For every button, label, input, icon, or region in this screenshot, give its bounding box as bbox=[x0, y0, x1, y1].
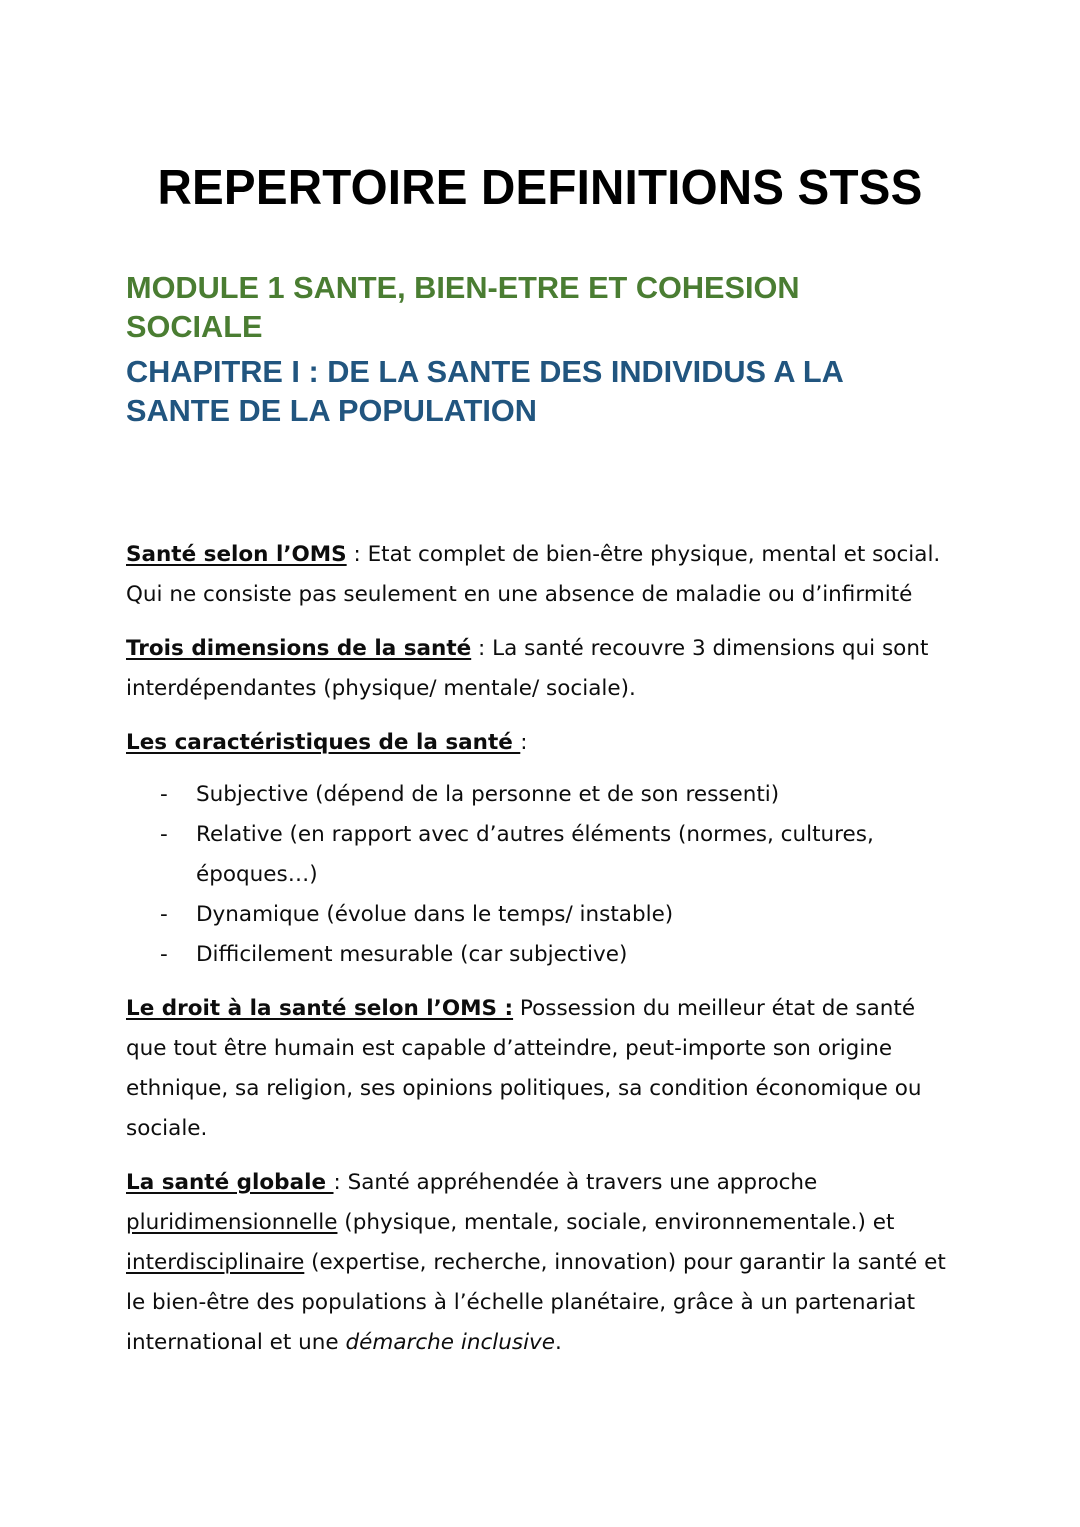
list-item bbox=[126, 775, 956, 815]
definition-sante-globale bbox=[126, 1163, 956, 1363]
definition-text-part1: Santé appréhendée à travers une approche bbox=[347, 1170, 818, 1195]
list-item-label: Difficilement mesurable (car subjective) bbox=[196, 942, 628, 967]
dash-marker: - bbox=[160, 942, 168, 967]
list-item bbox=[126, 935, 956, 975]
definition-term: Le droit à la santé selon l’OMS : bbox=[126, 996, 514, 1021]
headings-block bbox=[126, 268, 952, 430]
heading-chapter: CHAPITRE I : DE LA SANTE DES INDIVIDUS A LA SANTE DE LA POPULATION bbox=[126, 354, 843, 428]
dash-marker: - bbox=[160, 822, 168, 847]
definition-text-part4: . bbox=[555, 1330, 562, 1355]
definition-text: Possession du meilleur état de santé que tout être humain est capable d’atteindre, peut-importe son origine ethnique, sa religion, ses opinions politiques, sa condition économique ou sociale. bbox=[126, 996, 922, 1141]
characteristics-list bbox=[126, 775, 956, 975]
heading-module: MODULE 1 SANTE, BIEN-ETRE ET COHESION SOCIALE bbox=[126, 270, 800, 344]
definition-separator: : bbox=[346, 542, 368, 567]
list-item bbox=[126, 895, 956, 935]
definition-term: Santé selon l’OMS bbox=[126, 542, 347, 567]
dash-marker: - bbox=[160, 782, 168, 807]
definition-separator: : bbox=[471, 636, 493, 661]
list-heading-separator: : bbox=[520, 730, 528, 755]
list-item-label: Relative (en rapport avec d’autres éléments (normes, cultures, époques…) bbox=[196, 822, 874, 887]
list-item bbox=[126, 815, 956, 895]
dash-marker: - bbox=[160, 902, 168, 927]
list-item-label: Dynamique (évolue dans le temps/ instable) bbox=[196, 902, 674, 927]
list-item-label: Subjective (dépend de la personne et de son ressenti) bbox=[196, 782, 780, 807]
definition-droit-sante bbox=[126, 989, 956, 1149]
definition-text: Etat complet de bien-être physique, mental et social. Qui ne consiste pas seulement en une absence de maladie ou d’infirmité bbox=[126, 542, 941, 607]
definition-text-part3: (expertise, recherche, innovation) pour garantir la santé et le bien-être des populations à l’échelle planétaire, grâce à un partenariat international et une bbox=[126, 1250, 946, 1355]
emphasis-interdisciplinaire: interdisciplinaire bbox=[126, 1250, 305, 1275]
emphasis-pluridimensionnelle: pluridimensionnelle bbox=[126, 1210, 338, 1235]
emphasis-demarche-inclusive: démarche inclusive bbox=[345, 1330, 555, 1355]
definition-separator: : bbox=[333, 1170, 348, 1195]
definition-term: La santé globale bbox=[126, 1170, 334, 1195]
document-body bbox=[126, 535, 956, 1363]
definition-trois-dimensions bbox=[126, 629, 956, 709]
definition-term: Trois dimensions de la santé bbox=[126, 636, 472, 661]
list-heading-term: Les caractéristiques de la santé bbox=[126, 730, 521, 755]
definition-text: La santé recouvre 3 dimensions qui sont interdépendantes (physique/ mentale/ sociale). bbox=[126, 636, 929, 701]
definition-sante-oms bbox=[126, 535, 956, 615]
page-title: REPERTOIRE DEFINITIONS STSS bbox=[157, 160, 923, 215]
definition-text-part2: (physique, mentale, sociale, environnementale.) et bbox=[337, 1210, 895, 1235]
list-heading-caracteristiques bbox=[126, 723, 956, 763]
